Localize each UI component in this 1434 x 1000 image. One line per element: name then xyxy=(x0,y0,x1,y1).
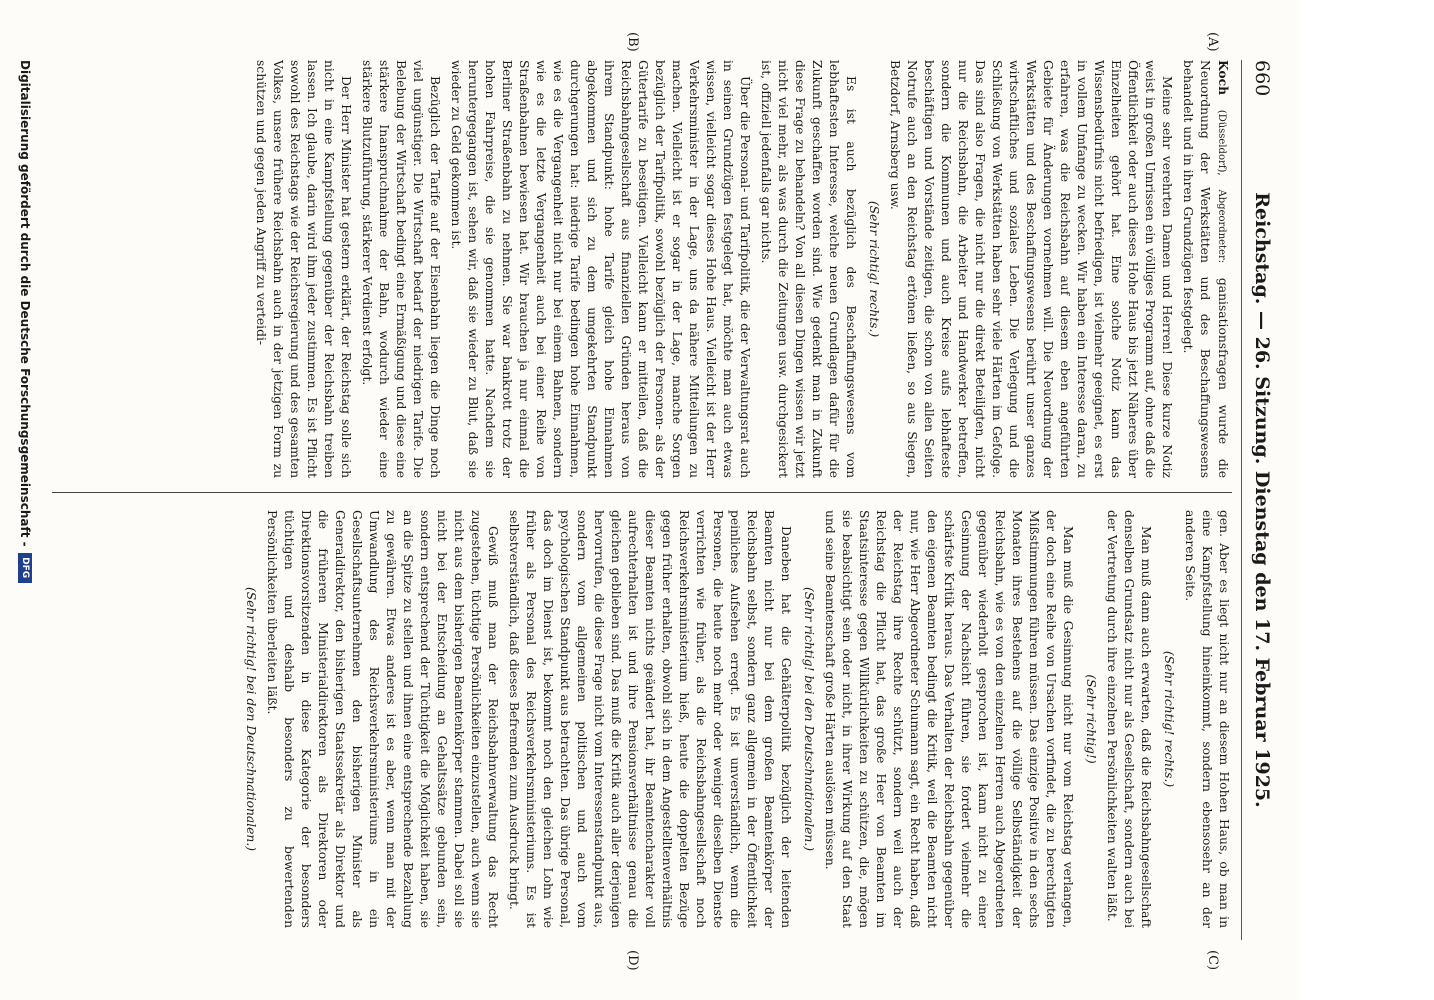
paragraph: Man muß dann auch erwarten, daß die Reichsbahngesellschaft denselben Grundsatz nicht nur als Gesellschaft, sondern auch bei der Vertretung durch ihre einzelnen Persönlichkeiten walten läßt. xyxy=(1105,510,1153,928)
page-title: Reichstag. — 26. Sitzung. Dienstag den 17. Februar 1925. xyxy=(1251,192,1273,808)
speaker-detail: (Düsseldorf), Abgeordneter: xyxy=(1216,109,1227,264)
speaker-name: Koch xyxy=(1216,60,1231,96)
applause-note: (Sehr richtig! bei den Deutschnationalen.) xyxy=(802,586,816,852)
margin-mark-a: (A) xyxy=(1205,32,1220,52)
paragraph: Der Herr Minister hat gestern erklärt, der Reichstag solle sich nicht in eine Kampfstellung gegenüber der Reichsbahn treiben lassen. Ich glaube, darin wird ihm jeder zustimmen. Es ist Pflicht sowohl des Reichstags wie der Reichsregierung und des gesamten Volkes, unsere frühere Reichsbahn auch in der jetzigen Form zu schützen und gegen jeden Angriff zu verteidi- xyxy=(254,60,353,478)
paragraph: Meine sehr verehrten Damen und Herren! Diese kurze Notiz weist in großen Umrissen ein völliges Programm auf, ohne daß die Öffentlichkeit oder auch dieses Hohe Haus bis jetzt Näheres über Einzelheiten gehört hat. Eine solche Notiz kann das Wissensbedürfnis nicht befriedigen, ist vielmehr geeignet, es erst in vollem Umfange zu wecken. Wir haben ein Interesse daran, zu erfahren, was die Reichsbahn auf diesem eben angeführten Gebiete für Änderungen vornehmen will. Die Neuordnung der Werkstätten und des Beschaffungswesens berührt unser ganzes wirtschaftliches und soziales Leben. Die Verlegung und die Schließung von Werkstätten haben sehr viele Härten im Gefolge. Das sind also Fragen, die nicht nur die direkt Beteiligten, nicht nur die Reichsbahn, die Arbeiter und Handwerker betreffen, sondern die Kommunen und auch Kreise aufs lebhafteste beschäftigen und Vorstände zeitigen, die schon von allen Seiten Notrufe auch an den Reichstag ertönen ließen, so aus Siegen, Betzdorf, Arnsberg usw. xyxy=(888,60,1174,478)
applause-note: (Sehr richtig! bei den Deutschnationalen.) xyxy=(244,586,258,852)
applause-note: (Sehr richtig! rechts.) xyxy=(867,200,881,338)
digitization-credit xyxy=(18,60,32,940)
page-header xyxy=(1241,60,1282,940)
paragraph xyxy=(1179,60,1232,478)
paragraph: Bezüglich der Tarife auf der Eisenbahn liegen die Dinge noch viel ungünstiger. Die Wirtschaft bedarf der niedrigen Tarife. Die Belebung der Wirtschaft bedingt eine Ermäßigung und diese eine stärkere Inanspruchnahme der Bahn, wodurch wieder eine stärkere Blutzuführung, stärkerer Verdienst erfolgt. xyxy=(360,60,442,478)
left-column xyxy=(248,60,1232,478)
credit-text: Digitalisierung gefördert durch die Deutsche Forschungsgemeinschaft - xyxy=(18,60,32,547)
paragraph: Gewiß muß man der Reichsbahnverwaltung das Recht zugestehen, tüchtige Persönlichkeiten einzustellen, auch wenn sie nicht aus dem bisherigen Beamtenkörper stammen. Dabei soll sie nicht bei der Entscheidung an Gehaltssätze gebunden sein, sondern entsprechend der Tüchtigkeit die Möglichkeit haben, sie an die Spitze zu stellen und ihnen eine entsprechende Bezahlung zu gewähren. Etwas anderes ist es aber, wenn man mit der Umwandlung des Reichsverkehrsministeriums in ein Gesellschaftsunternehmen den bisherigen Minister als Generaldirektor, den bisherigen Staatssekretär als Direktor und die früheren Ministerialdirektoren als Direktoren oder Direktionsvorsitzenden in diese Kategorie der besonders tüchtigen und deshalb besonders zu bewertenden Persönlichkeiten überleiten läßt. xyxy=(265,510,500,928)
margin-mark-c: (C) xyxy=(1205,950,1220,971)
paragraph: Daneben hat die Gehälterpolitik bezüglich der leitenden Beamten nicht nur bei dem großen Beamtenkörper der Reichsbahn selbst, sondern ganz allgemein in der Öffentlichkeit peinliches Aufsehen erregt. Es ist unverständlich, wenn die Personen, die heute noch mehr oder weniger dieselben Dienste verrichten wie früher, als die Reichsbahngesellschaft noch Reichsverkehrsministerium hieß, heute die doppelten Bezüge gegen früher erhalten, obwohl sich in dem Angestelltenverhältnis dieser Beamten nichts geändert hat, ihr Beamtencharakter voll aufrechterhalten ist und ihre Pensionsverhältnisse genau die gleichen geblieben sind. Das muß die Kritik auch aller derjenigen hervorrufen, die diese Frage nicht vom Interessenstandpunkt aus, sondern vom allgemeinen politischen und auch vom psychologischen Standpunkt aus betrachten. Das übrige Personal, das doch im Dienst ist, bekommt noch den gleichen Lohn wie früher als Personal des Reichsverkehrsministeriums. Es ist selbstverständlich, daß dieses Befremden zum Ausdruck bringt. xyxy=(507,510,793,928)
paragraph: Man muß die Gesinnung nicht nur vom Reichstag verlangen, der doch eine Reihe von Ursachen vorfindet, die zu berechtigten Mißstimmungen führen müssen. Das einzige Positive in den sechs Monaten ihres Bestehens auf die völlige Selbständigkeit der Reichsbahn, wie es von den einzelnen Herren auch Abgeordneten gegenüber wiederholt gesprochen ist, kann nicht zu einer Gesinnung der Nachsicht führen, sie fordert vielmehr die schärfste Kritik heraus. Das Verhalten der Reichsbahn gegenüber den eigenen Beamten bedingt die Kritik, weil die Beamten nicht nur, wie Herr Abgeordneter Schumann sagt, ein Recht haben, daß der Reichstag ihre Rechte schützt, sondern weil auch der Reichstag die Pflicht hat, das große Heer von Beamten im Staatsinteresse gegen Willkürlichkeiten zu schützen, die, mögen sie beabsichtigt sein oder nicht, in ihrer Wirkung auf den Staat und seine Beamtenschaft große Härten auslösen müssen. xyxy=(823,510,1075,928)
column-divider xyxy=(52,492,1232,493)
applause-note: (Sehr richtig!) xyxy=(1084,674,1098,764)
dfg-logo: DFG xyxy=(18,553,32,583)
paragraph: Es ist auch bezüglich des Beschaffungswesens vom lebhaftesten Interesse, welche neuen Grundlagen dafür für die Zukunft geschaffen worden sind. Wie gedenkt man in Zukunft diese Frage zu behandeln? Von all diesen Dingen wissen wir jetzt nicht viel mehr, als was durch die Zeitungen usw. durchgesickert ist, offiziell jedenfalls gar nichts. xyxy=(759,60,858,478)
paragraph-text: ganisationsfragen wurde die Neuordnung der Werkstätten und des Beschaffungswesens behandelt und in ihren Grundzügen festgelegt. xyxy=(1181,60,1230,478)
paragraph: Über die Personal- und Tarifpolitik, die der Verwaltungsrat auch in seinen Grundzügen festgelegt hat, möchte man auch etwas wissen, vielleicht sogar dieses Hohe Haus. Vielleicht ist der Herr Verkehrsminister in der Lage, uns da nähere Mitteilungen zu machen. Vielleicht ist er sogar in der Lage, manche Sorgen bezüglich der Tarifpolitik, sowohl bezüglich der Personen- als der Gütertarife zu beseitigen. Vielleicht kann er mitteilen, daß die Reichsbahngesellschaft aus finanziellen Gründen heraus von ihrem Standpunkt: hohe Tarife gleich hohe Einnahmen abgekommen und sich zu dem umgekehrten Standpunkt durchgerungen hat: niedrige Tarife bedingen hohe Einnahmen, wie es die Vergangenheit nicht nur bei einem Bahnen, sondern wie es die letzte Vergangenheit auch bei einer Reihe von Straßenbahnen bewiesen hat. Wir brauchen ja nur einmal die Berliner Straßenbahn zu nehmen. Sie war bankrott trotz der hohen Fahrpreise, die sie genommen hatte. Nachdem sie heruntergegangen ist, sehen wir, daß sie wieder zu Blut, daß sie wieder zu Geld gekommen ist. xyxy=(449,60,752,478)
right-column xyxy=(236,510,1232,928)
paragraph: gen. Aber es liegt nicht nur an diesem Hohen Haus, ob man in eine Kampfstellung hineinkommt, sondern ebensosehr an der anderen Seite. xyxy=(1183,510,1231,928)
page-number: 660 xyxy=(1251,60,1273,97)
margin-mark-b: (B) xyxy=(625,32,640,52)
applause-note: (Sehr richtig! rechts.) xyxy=(1162,650,1176,788)
margin-mark-d: (D) xyxy=(625,950,640,971)
